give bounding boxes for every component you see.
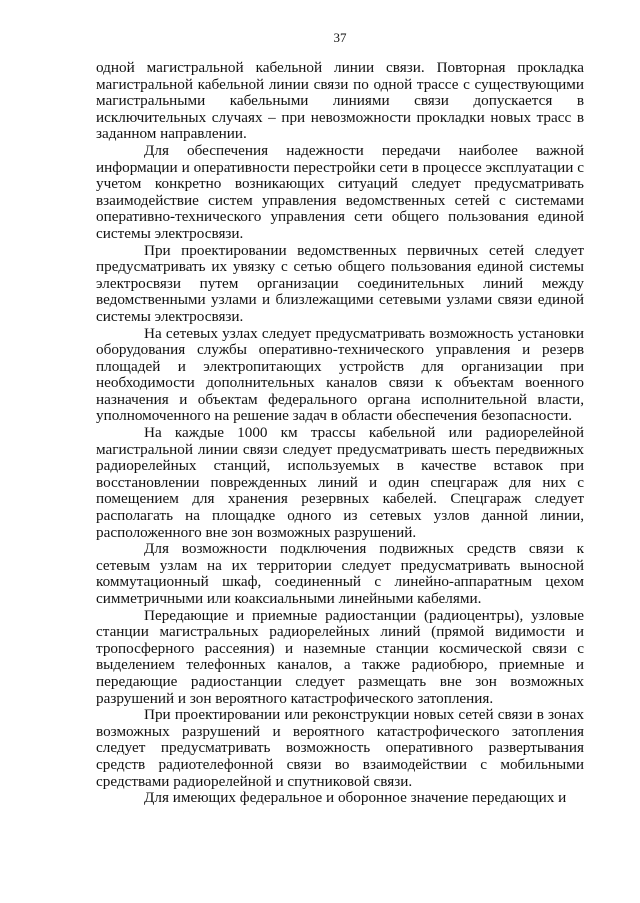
paragraph-4: На сетевых узлах следует предусматривать возможность установки оборудования службы оперативно-технического управления и резерв площадей и электропитающих устройств для организации при необходимости дополнительных каналов связи к объектам военного назначения и объектам федерального органа исполнительной власти, уполномоченного на решение задач в области обеспечения безопасности. xyxy=(96,324,584,425)
paragraph-9: Для имеющих федеральное и оборонное значение передающих и xyxy=(144,789,567,807)
page-number: 37 xyxy=(333,30,347,45)
paragraph-5: На каждые 1000 км трассы кабельной или радиорелейной магистральной линии связи следует предусматривать шесть передвижных радиорелейных станций, используемых в качестве вставок при восстановлении поврежденных линий и один спецгараж для них с помещением для хранения резервных кабелей. Спецгараж следует располагать на площадке одного из сетевых узлов данной линии, расположенного вне зон возможных разрушений. xyxy=(96,424,584,541)
paragraph-8: При проектировании или реконструкции новых сетей связи в зонах возможных разрушений и вероятного катастрофического затопления следует предусматривать возможность оперативного развертывания средств радиотелефонной связи во взаимодействии с мобильными средствами радиорелейной и спутниковой связи. xyxy=(96,706,584,790)
paragraph-2: Для обеспечения надежности передачи наиболее важной информации и оперативности перестройки сети в процессе эксплуатации с учетом конкретно возникающих ситуаций следует предусматривать взаимодействие систем управления ведомственных сетей с системами оперативно-технического управления сети общего пользования единой системы электросвязи. xyxy=(96,141,584,242)
paragraph-7: Передающие и приемные радиостанции (радиоцентры), узловые станции магистральных радиорелейных линий (прямой видимости и тропосферного рассеяния) и наземные станции космической связи с выделением телефонных каналов, а также радиобюро, приемные и передающие радиостанции следует размещать вне зон возможных разрушений и зон вероятного катастрофического затопления. xyxy=(96,606,584,707)
paragraph-6: Для возможности подключения подвижных средств связи к сетевым узлам на их территории следует предусматривать выносной коммутационный шкаф, соединенный с линейно-аппаратным цехом симметричными или коаксиальными линейными кабелями. xyxy=(96,540,584,607)
paragraph-1: одной магистральной кабельной линии связи. Повторная прокладка магистральной кабельной линии связи по одной трассе с существующими магистральными кабельными линиями связи допускается в исключительных случаях – при невозможности прокладки новых трасс в заданном направлении. xyxy=(96,59,584,143)
paragraph-3: При проектировании ведомственных первичных сетей следует предусматривать их увязку с сетью общего пользования единой системы электросвязи путем организации соединительных линий между ведомственными узлами и близлежащими сетевыми узлами связи единой системы электросвязи. xyxy=(96,241,584,325)
